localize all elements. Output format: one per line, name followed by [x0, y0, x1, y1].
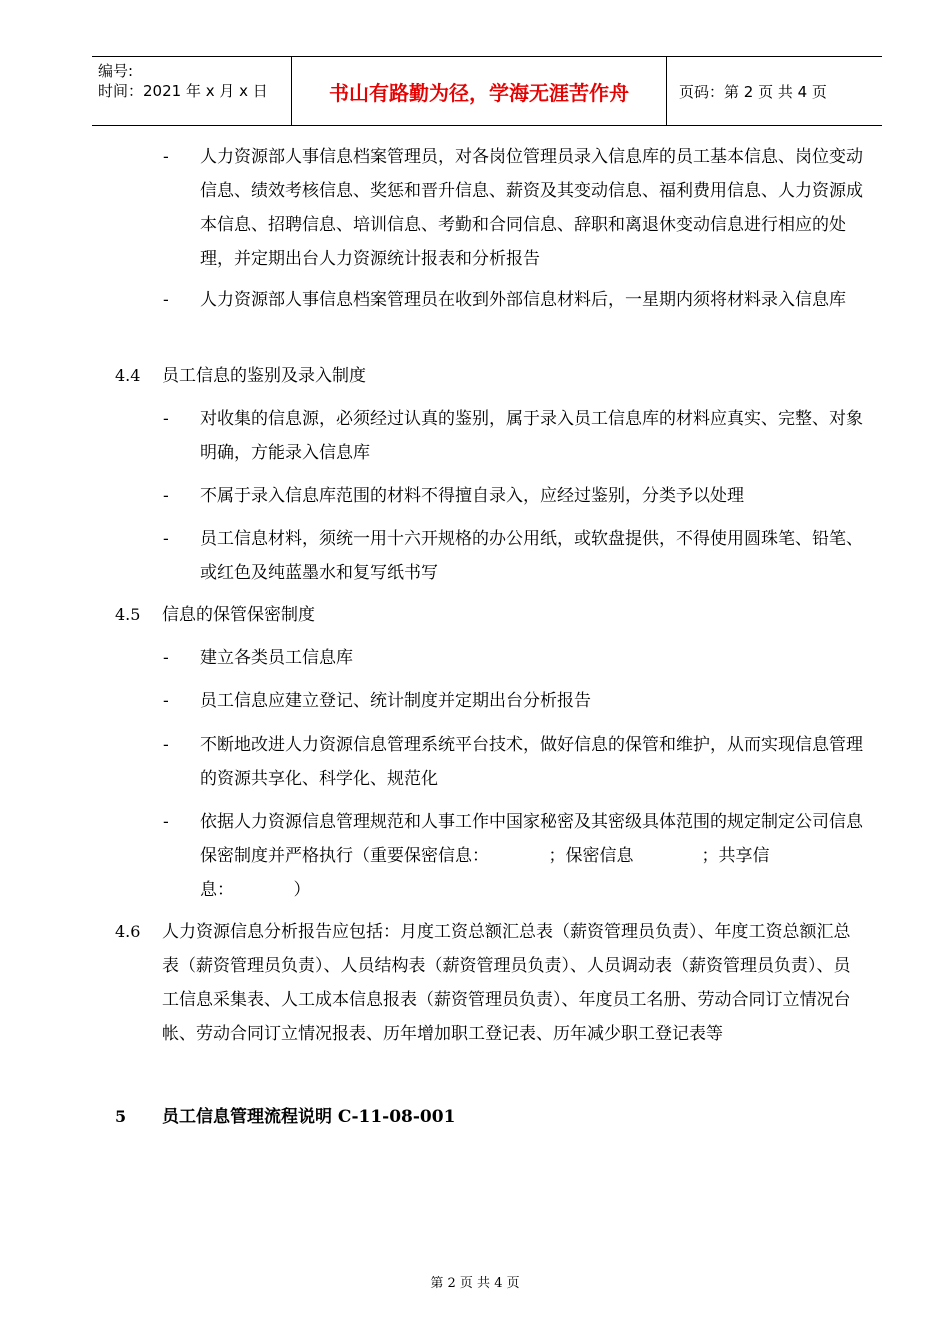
list-item: 不属于录入信息库范围的材料不得擅自录入，应经过鉴别，分类予以处理	[200, 486, 744, 506]
list-bullet: -	[163, 735, 169, 755]
list-bullet: -	[163, 529, 169, 549]
document-time-label: 时间：2021 年 x 月 x 日	[98, 82, 268, 100]
section-number: 4.4	[115, 366, 141, 385]
chapter-number: 5	[115, 1107, 127, 1126]
list-item: 人力资源部人事信息档案管理员，对各岗位管理员录入信息库的员工基本信息、岗位变动信息、绩效考核信息、奖惩和晋升信息、薪资及其变动信息、福利费用信息、人力资源成本信息、招聘信息、培训信息、考勤和合同信息、辞职和离退休变动信息进行相应的处理，并定期出台人力资源统计报表和分析报告	[200, 147, 863, 269]
list-bullet: -	[163, 290, 169, 310]
page-header	[92, 56, 882, 126]
list-item: 人力资源部人事信息档案管理员在收到外部信息材料后，一星期内须将材料录入信息库	[200, 290, 846, 310]
list-item: 建立各类员工信息库	[200, 648, 353, 668]
header-motto: 书山有路勤为径，学海无涯苦作舟	[292, 57, 667, 125]
section-number: 4.6	[115, 922, 141, 941]
list-item: 不断地改进人力资源信息管理系统平台技术，做好信息的保管和维护，从而实现信息管理的资源共享化、科学化、规范化	[200, 735, 863, 789]
section-title: 员工信息的鉴别及录入制度	[162, 366, 366, 386]
list-bullet: -	[163, 147, 169, 167]
header-meta	[92, 57, 292, 125]
list-bullet: -	[163, 409, 169, 429]
chapter-title: 员工信息管理流程说明 C-11-08-001	[162, 1107, 456, 1127]
list-item: 依据人力资源信息管理规范和人事工作中国家秘密及其密级具体范围的规定制定公司信息保密制度并严格执行（重要保密信息： ；保密信息 ；共享信息： ）	[200, 812, 863, 900]
list-item: 对收集的信息源，必须经过认真的鉴别，属于录入员工信息库的材料应真实、完整、对象明确，方能录入信息库	[200, 409, 863, 463]
list-item: 员工信息应建立登记、统计制度并定期出台分析报告	[200, 691, 591, 711]
list-item: 员工信息材料，须统一用十六开规格的办公用纸，或软盘提供，不得使用圆珠笔、铅笔、或红色及纯蓝墨水和复写纸书写	[200, 529, 863, 583]
document-number-label: 编号:	[98, 62, 134, 80]
list-bullet: -	[163, 691, 169, 711]
list-bullet: -	[163, 648, 169, 668]
section-title: 信息的保管保密制度	[162, 605, 315, 625]
header-page-number: 页码：第 2 页 共 4 页	[679, 82, 827, 101]
list-bullet: -	[163, 812, 169, 832]
page-footer: 第 2 页 共 4 页	[430, 1276, 520, 1291]
section-number: 4.5	[115, 605, 141, 624]
list-bullet: -	[163, 486, 169, 506]
section-paragraph: 人力资源信息分析报告应包括：月度工资总额汇总表（薪资管理员负责）、年度工资总额汇总表（薪资管理员负责）、人员结构表（薪资管理员负责）、人员调动表（薪资管理员负责）、员工信息采集表、人工成本信息报表（薪资管理员负责）、年度员工名册、劳动合同订立情况台帐、劳动合同订立情况报表、历年增加职工登记表、历年减少职工登记表等	[162, 922, 851, 1044]
